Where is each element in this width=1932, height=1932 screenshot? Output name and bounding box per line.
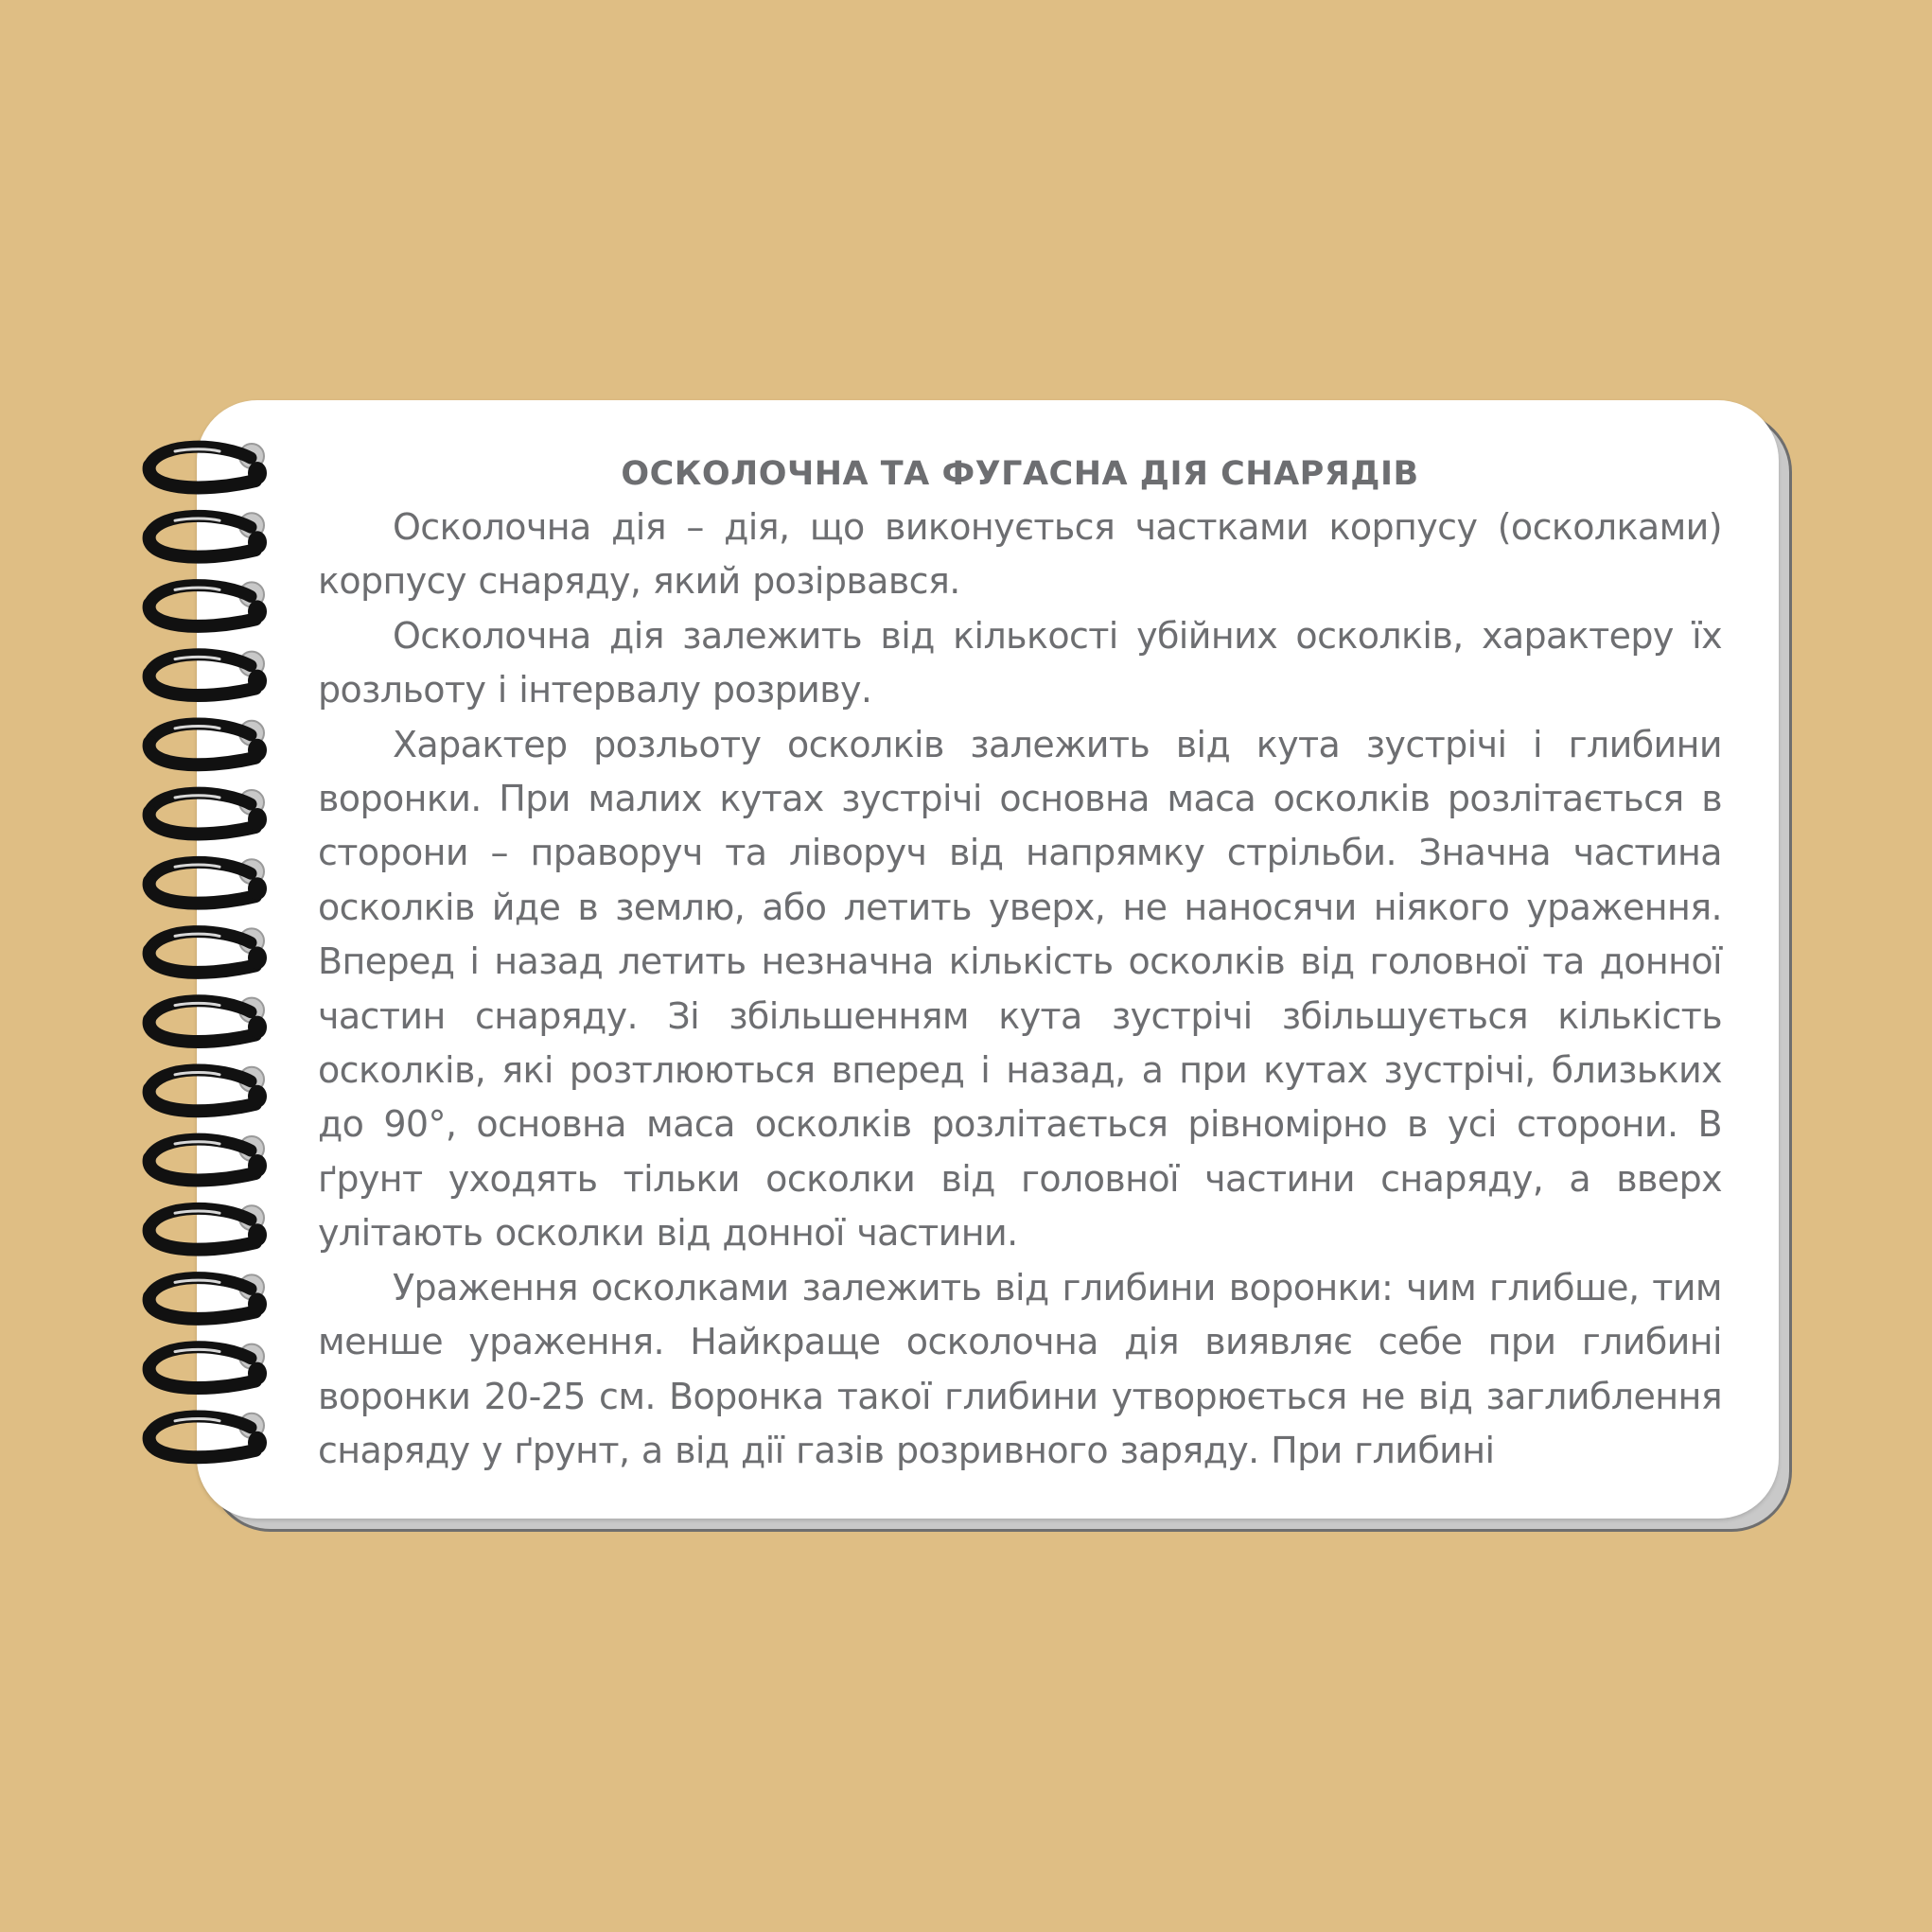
ring-front-arc bbox=[149, 604, 255, 625]
spiral-ring bbox=[149, 1067, 267, 1111]
ring-front-arc bbox=[149, 1227, 255, 1249]
paragraph-2: Осколочна дія залежить від кількості убійних осколків, характеру їх розльоту і інтервалу розриву. bbox=[318, 614, 1722, 711]
ring-front-arc bbox=[149, 535, 255, 556]
notebook-page bbox=[197, 400, 1779, 1519]
ring-end bbox=[248, 600, 267, 623]
spiral-ring bbox=[149, 652, 267, 695]
spiral-ring bbox=[149, 1205, 267, 1249]
ring-front-arc bbox=[149, 1296, 255, 1318]
ring-front-arc bbox=[149, 1089, 255, 1111]
paragraph-1: Осколочна дія – дія, що виконується частками корпусу (осколками) корпусу снаряду, який розірвався. bbox=[318, 506, 1722, 603]
ring-front-arc bbox=[149, 743, 255, 764]
spiral-ring bbox=[149, 1414, 267, 1457]
ring-end bbox=[248, 531, 267, 553]
spiral-ring bbox=[149, 513, 267, 556]
ring-end bbox=[248, 946, 267, 969]
ring-end bbox=[248, 877, 267, 900]
spiral-ring bbox=[149, 1344, 267, 1388]
ring-end bbox=[248, 1223, 267, 1246]
spiral-ring bbox=[149, 721, 267, 764]
ring-front-arc bbox=[149, 812, 255, 834]
page-title: ОСКОЛОЧНА ТА ФУГАСНА ДІЯ СНАРЯДІВ bbox=[621, 455, 1419, 493]
ring-end bbox=[248, 1085, 267, 1108]
spiral-ring bbox=[149, 928, 267, 972]
spiral-ring bbox=[149, 444, 267, 487]
ring-front-arc bbox=[149, 881, 255, 903]
spiral-ring bbox=[149, 1136, 267, 1180]
spiral-ring bbox=[149, 790, 267, 834]
spiral-binding bbox=[132, 445, 284, 1514]
paragraph-4: Ураження осколками залежить від глибини воронки: чим глибше, тим менше ураження. Найкраще осколочна дія виявляє себе при глибині воронки 20-25 см. Воронка такої глибини утворюється не від заглиблення снаряду у ґрунт, а від дії газів розривного заряду. При глибині bbox=[318, 1266, 1722, 1471]
ring-front-arc bbox=[149, 674, 255, 695]
ring-end bbox=[248, 1292, 267, 1315]
ring-end bbox=[248, 670, 267, 693]
ring-front-arc bbox=[149, 1435, 255, 1457]
ring-front-arc bbox=[149, 465, 255, 487]
ring-end bbox=[248, 462, 267, 484]
ring-end bbox=[248, 808, 267, 831]
ring-front-arc bbox=[149, 1158, 255, 1180]
ring-end bbox=[248, 1154, 267, 1177]
ring-end bbox=[248, 739, 267, 762]
ring-end bbox=[248, 1431, 267, 1454]
ring-end bbox=[248, 1362, 267, 1385]
spiral-ring bbox=[149, 859, 267, 903]
ring-front-arc bbox=[149, 1366, 255, 1388]
ring-front-arc bbox=[149, 950, 255, 972]
spiral-ring bbox=[149, 1274, 267, 1318]
spiral-ring bbox=[149, 998, 267, 1042]
paragraph-3: Характер розльоту осколків залежить від кута зустрічі і глибини воронки. При малих кутах зустрічі основна маса осколків розлітається в сторони – праворуч та ліворуч від напрямку стрільби. Значна частина осколків йде в землю, або летить уверх, не наносячи ніякого ураження. Вперед і назад летить незначна кількість осколків від головної та донної частин снаряду. Зі збільшенням кута зустрічі збільшується кількість осколків, які розтлюються вперед і назад, а при кутах зустрічі, близьких до 90°, основна маса осколків розлітається рівномірно в усі сторони. В ґрунт уходять тільки осколки від головної частини снаряду, а вверх улітають осколки від донної частини. bbox=[318, 723, 1722, 1255]
notebook-card bbox=[197, 400, 1784, 1523]
ring-front-arc bbox=[149, 1020, 255, 1042]
page-content bbox=[318, 448, 1722, 1478]
spiral-ring bbox=[149, 582, 267, 625]
ring-end bbox=[248, 1016, 267, 1039]
